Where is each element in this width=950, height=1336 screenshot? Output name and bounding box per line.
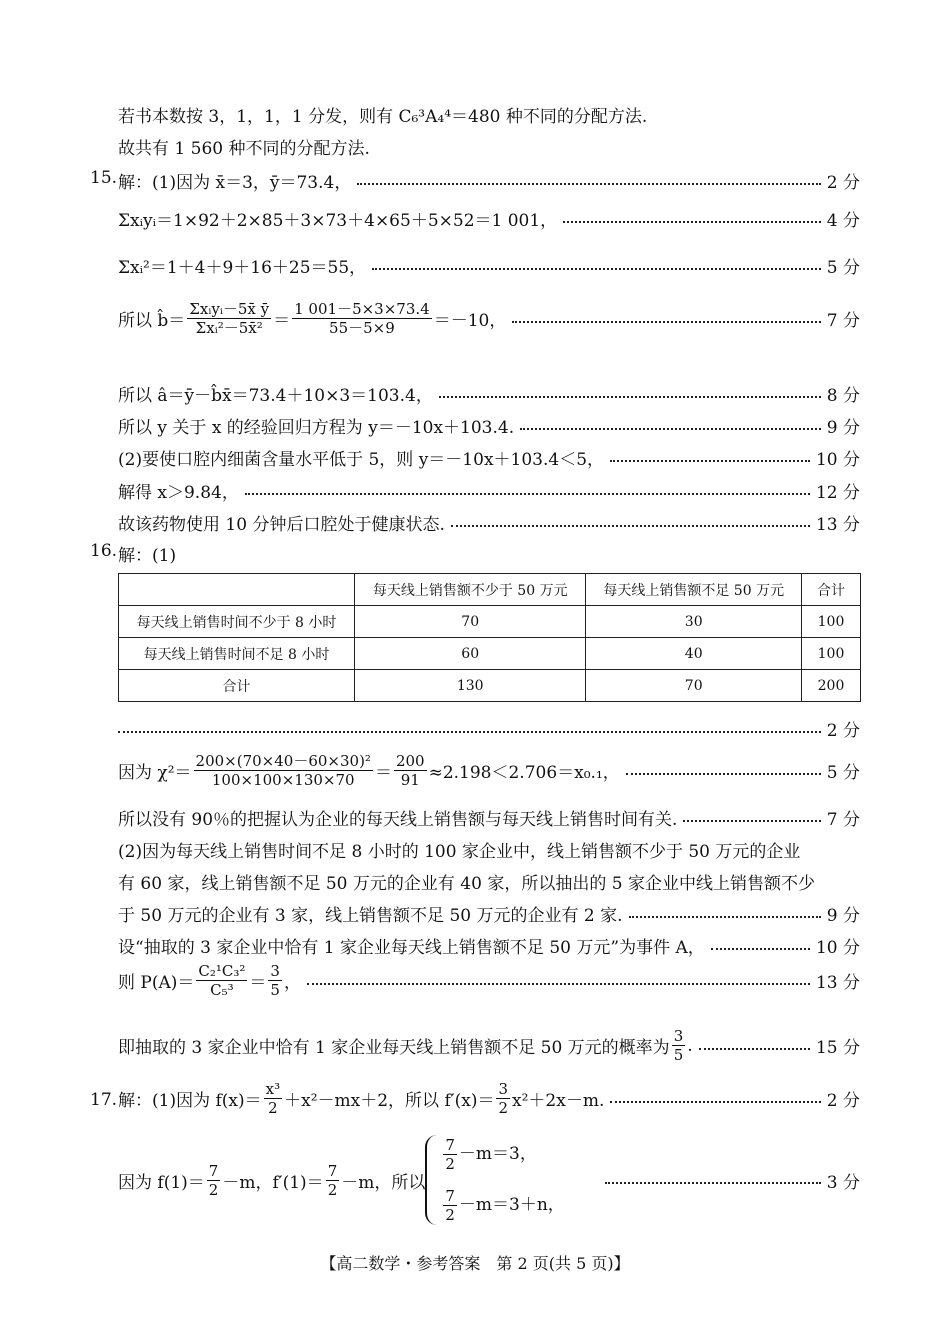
score: 7 分 (826, 311, 860, 331)
text: ＝ (374, 763, 392, 783)
solution-line (118, 541, 860, 566)
score: 9 分 (826, 418, 860, 438)
text: ＝－10， (433, 311, 507, 331)
equation: $\frac{7}{2}$ －m＝3＋n， (445, 1187, 565, 1224)
dot-leader (610, 460, 810, 462)
text: 解：(1)因为 x̄＝3，ȳ＝73.4， (118, 173, 352, 193)
page-footer: 【高二数学・参考答案 第 2 页(共 5 页)】 (320, 1254, 630, 1273)
table-cell: 100 (802, 638, 861, 670)
dot-leader (563, 221, 821, 223)
table-cell: 200 (802, 670, 861, 702)
score: 10 分 (815, 938, 860, 958)
table-cell: 70 (586, 670, 802, 702)
solution-line (118, 1027, 860, 1064)
dot-leader (605, 1182, 821, 1184)
table-cell: 每天线上销售时间不足 8 小时 (119, 638, 355, 670)
text: 所以没有 90％的把握认为企业的每天线上销售额与每天线上销售时间有关. (118, 810, 678, 830)
text: Σxᵢ²＝1＋4＋9＋16＋25＝55， (118, 258, 367, 278)
text: ， (283, 973, 301, 993)
score: 15 分 (815, 1038, 860, 1058)
contingency-table (118, 573, 861, 702)
solution-line (118, 1135, 860, 1225)
fraction: $\frac{200}{91}$ (395, 752, 425, 789)
dot-leader (629, 916, 821, 918)
text: 因为 χ²＝ (118, 763, 192, 783)
table-cell: 40 (586, 638, 802, 670)
text: 解：(1)因为 f(x)＝ (118, 1091, 262, 1111)
text: 若书本数按 3，1，1，1 分发，则有 C₆³A₄⁴＝480 种不同的分配方法. (118, 107, 648, 127)
table-cell: 合计 (119, 670, 355, 702)
brace-icon (425, 1135, 437, 1225)
text: x²＋2x－m. (512, 1091, 605, 1111)
text: (2)因为每天线上销售时间不足 8 小时的 100 家企业中，线上销售额不少于 50 万元的企业 (118, 842, 801, 862)
dot-leader (118, 731, 821, 733)
dot-leader (512, 321, 820, 323)
text: 因为 f(1)＝ (118, 1172, 205, 1193)
dot-leader (711, 948, 810, 950)
text: －m，f′(1)＝ (222, 1172, 324, 1193)
fraction: $\frac{\text{x³}}{2}$ (265, 1080, 281, 1117)
score: 2 分 (826, 721, 860, 741)
score: 8 分 (826, 386, 860, 406)
table-cell: 70 (355, 606, 586, 638)
solution-line (118, 300, 860, 337)
score: 2 分 (826, 1091, 860, 1111)
question-number: 17. (90, 1090, 118, 1110)
dot-leader (245, 493, 810, 495)
table-cell: 每天线上销售时间不少于 8 小时 (119, 606, 355, 638)
score: 3 分 (826, 1172, 860, 1193)
text: 故该药物使用 10 分钟后口腔处于健康状态. (118, 515, 445, 535)
solution-line (118, 837, 860, 862)
text: 解：(1) (118, 546, 177, 566)
equation: $\frac{7}{2}$ －m＝3， (445, 1136, 537, 1173)
text: 于 50 万元的企业有 3 家，线上销售额不足 50 万元的企业有 2 家. (118, 906, 623, 926)
table-header-row (119, 574, 861, 606)
table-row (119, 606, 861, 638)
score: 7 分 (826, 810, 860, 830)
dot-leader (610, 1101, 820, 1103)
text: 所以 y 关于 x 的经验回归方程为 y＝－10x＋103.4. (118, 418, 515, 438)
text: 有 60 家，线上销售额不足 50 万元的企业有 40 家，所以抽出的 5 家企业中线上销售额不少 (118, 874, 815, 894)
score: 13 分 (815, 973, 860, 993)
solution-line (118, 478, 860, 503)
table-header: 每天线上销售额不足 50 万元 (586, 574, 802, 606)
solution-line (118, 168, 860, 193)
dot-leader (626, 773, 821, 775)
dot-leader (357, 183, 820, 185)
solution-line (118, 805, 860, 830)
solution-line (118, 206, 860, 231)
solution-line (118, 869, 860, 894)
text: ＝ (249, 973, 267, 993)
solution-line (118, 413, 860, 438)
score: 5 分 (826, 258, 860, 278)
text: 即抽取的 3 家企业中恰有 1 家企业每天线上销售额不足 50 万元的概率为 (118, 1038, 670, 1058)
text: Σxᵢyᵢ＝1×92＋2×85＋3×73＋4×65＋5×52＝1 001， (118, 211, 558, 231)
fraction: $\frac{3}{5}$ (673, 1027, 684, 1064)
solution-line (118, 933, 860, 958)
table-header (119, 574, 355, 606)
text: ＝ (273, 311, 291, 331)
table-header: 合计 (802, 574, 861, 606)
equation-system (425, 1135, 564, 1225)
score: 2 分 (826, 173, 860, 193)
fraction: $\frac{3}{2}$ (498, 1080, 509, 1117)
fraction: $\frac{3}{5}$ (270, 962, 280, 999)
fraction: $\frac{7}{2}$ (327, 1161, 338, 1199)
text: 所以 b̂＝ (118, 311, 186, 331)
dot-leader (372, 268, 821, 270)
table-cell: 30 (586, 606, 802, 638)
text: . (687, 1035, 693, 1056)
text: 故共有 1 560 种不同的分配方法. (118, 139, 370, 159)
table-row (119, 670, 861, 702)
solution-line (118, 253, 860, 278)
dot-leader (683, 820, 820, 822)
table-cell: 100 (802, 606, 861, 638)
text-line (118, 134, 860, 159)
fraction: $\frac{\text{C₂¹C₃²}}{\text{C₅³}}$ (198, 962, 246, 999)
text: ＋x²－mx＋2，所以 f′(x)＝ (284, 1091, 495, 1111)
fraction: $\frac{\text{200×(70×40－60×30)²}}{100\times 100\times 130\times 70}$ (195, 752, 371, 789)
score: 12 分 (815, 483, 860, 503)
text: －m，所以 (341, 1172, 426, 1193)
fraction: $\frac{\text{Σxᵢyᵢ－5x̄ ȳ}}{\text{Σxᵢ²－5x̄²}}$ (189, 300, 270, 337)
fraction: $\frac{7}{2}$ (208, 1161, 219, 1199)
score: 4 分 (826, 211, 860, 231)
question-number: 15. (90, 168, 118, 188)
fraction: $\frac{1 001-5\times 3\times 73.4}{55-5\times 9}$ (294, 300, 430, 337)
dot-leader (451, 525, 810, 527)
text: 则 P(A)＝ (118, 973, 195, 993)
table-row (119, 638, 861, 670)
dot-leader (307, 983, 810, 985)
dot-leader (520, 428, 821, 430)
score: 13 分 (815, 515, 860, 535)
text-line (118, 102, 860, 127)
solution-line (118, 962, 860, 999)
solution-line (118, 381, 860, 406)
solution-line (118, 1080, 860, 1117)
dot-leader (699, 1048, 810, 1050)
table-cell: 60 (355, 638, 586, 670)
solution-line (118, 752, 860, 789)
score: 9 分 (826, 906, 860, 926)
score: 5 分 (826, 763, 860, 783)
solution-line (118, 901, 860, 926)
solution-line (118, 445, 860, 470)
text: 所以 â＝ȳ－b̂x̄＝73.4＋10×3＝103.4， (118, 386, 433, 406)
solution-line (118, 716, 860, 741)
dot-leader (439, 396, 821, 398)
score: 10 分 (815, 450, 860, 470)
table-cell: 130 (355, 670, 586, 702)
table-header: 每天线上销售额不少于 50 万元 (355, 574, 586, 606)
text: (2)要使口腔内细菌含量水平低于 5，则 y＝－10x＋103.4＜5， (118, 450, 605, 470)
text: 设“抽取的 3 家企业中恰有 1 家企业每天线上销售额不足 50 万元”为事件 A， (118, 938, 705, 958)
text: 解得 x＞9.84， (118, 483, 239, 503)
text: ≈2.198＜2.706＝x₀.₁， (428, 763, 620, 783)
solution-line (118, 510, 860, 535)
question-number: 16. (90, 541, 118, 561)
